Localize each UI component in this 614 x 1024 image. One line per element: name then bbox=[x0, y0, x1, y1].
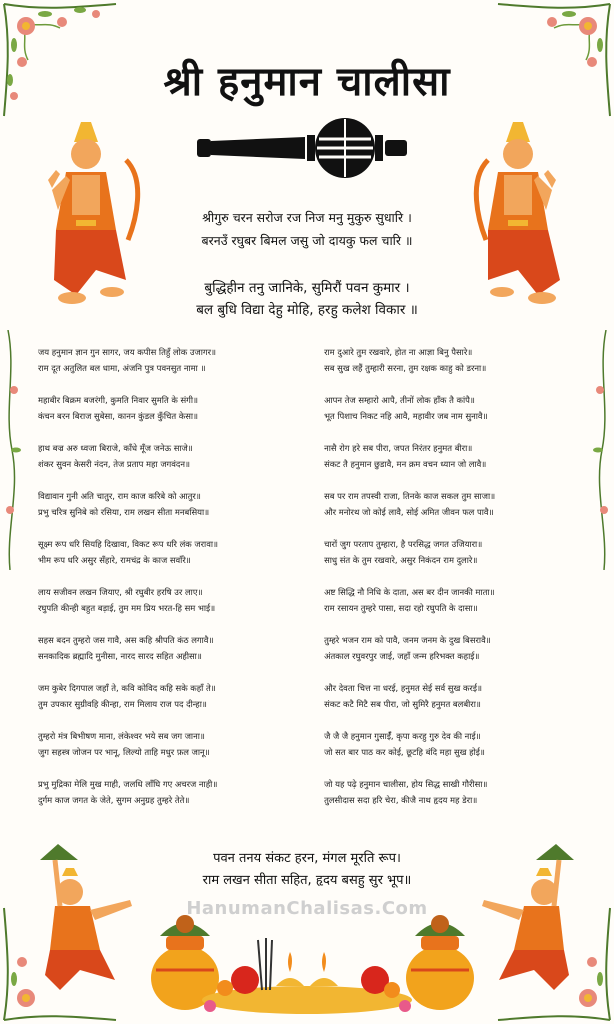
verse-block bbox=[324, 728, 578, 760]
verse-line: और देवता चित्त ना धरई, हनुमत सेई सर्व सुख करई॥ bbox=[324, 683, 482, 693]
verse-block bbox=[38, 536, 289, 568]
verse-line: तुम्हरो मंत्र बिभीषण माना, लंकेश्वर भये सब जग जाना॥ bbox=[38, 731, 205, 741]
gada-mace-icon bbox=[195, 113, 419, 183]
verse-line: शंकर सुवन केसरी नंदन, तेज प्रताप महा जगवंदन॥ bbox=[38, 459, 191, 469]
verse-line: राम दूत अतुलित बल धामा, अंजनि पुत्र पवनसुत नामा ॥ bbox=[38, 363, 206, 373]
verse-line: तुम उपकार सुग्रीवहि कीन्हा, राम मिलाय राज पद दीन्हा॥ bbox=[38, 699, 207, 709]
verse-line: महाबीर बिक्रम बजरंगी, कुमति निवार सुमति के संगी॥ bbox=[38, 395, 199, 405]
verse-line: प्रभु चरित्र सुनिबे को रसिया, राम लखन सीता मनबसिया॥ bbox=[38, 507, 210, 517]
verse-block bbox=[324, 536, 578, 568]
verse-line: राम दुआरे तुम रखवारे, होत ना आज्ञा बिनु पैसारे॥ bbox=[324, 347, 473, 357]
verse-line: और मनोरथ जो कोई लावै, सोई अमित जीवन फल पावै॥ bbox=[324, 507, 494, 517]
verse-block bbox=[324, 584, 578, 616]
verse-line: हाथ बज्र अरु ध्वजा बिराजे, काँधे मूँज जनेऊ साजे॥ bbox=[38, 443, 193, 453]
verse-line: लाय सजीवन लखन जियाए, श्री रघुबीर हरषि उर लाए॥ bbox=[38, 587, 203, 597]
verse-block bbox=[38, 632, 289, 664]
verse-block bbox=[324, 632, 578, 664]
hanuman-figure-left bbox=[36, 120, 146, 310]
vine-border-right bbox=[586, 330, 612, 570]
verse-line: रघुपति कीन्ही बहुत बड़ाई, तुम मम प्रिय भरत-हि सम भाई॥ bbox=[38, 603, 216, 613]
chaupai-columns bbox=[38, 344, 578, 824]
verse-line: राम रसायन तुम्हरे पासा, सदा रहो रघुपति के दासा॥ bbox=[324, 603, 478, 613]
verse-line: जो सत बार पाठ कर कोई, छूटहि बंदि महा सुख होई॥ bbox=[324, 747, 485, 757]
verse-line: नासै रोग हरे सब पीरा, जपत निरंतर हनुमत बीरा॥ bbox=[324, 443, 473, 453]
verse-line: विद्यावान गुनी अति चातुर, राम काज करिबे को आतुर॥ bbox=[38, 491, 201, 501]
verse-block bbox=[324, 776, 578, 808]
doha-line: श्रीगुरु चरन सरोज रज निज मनु मुकुरु सुधारि । bbox=[202, 210, 412, 225]
verse-line: जुग सहस्त्र जोजन पर भानू, लिल्यो ताहि मधुर फ़ल जानू॥ bbox=[38, 747, 210, 757]
doha-line: राम लखन सीता सहित, हृदय बसहु सुर भूप॥ bbox=[202, 873, 412, 888]
verse-block bbox=[38, 344, 289, 376]
vine-border-left bbox=[2, 330, 28, 570]
verse-block bbox=[38, 392, 289, 424]
verse-line: संकट कटै मिटै सब पीरा, जो सुमिरै हनुमत बलबीरा॥ bbox=[324, 699, 481, 709]
verse-line: तुलसीदास सदा हरि चेरा, कीजै नाथ हृदय मह डेरा॥ bbox=[324, 795, 478, 805]
verse-block bbox=[324, 392, 578, 424]
verse-line: अष्ट सिद्धि नौ निधि के दाता, अस बर दीन जानकी माता॥ bbox=[324, 587, 495, 597]
doha-line: पवन तनय संकट हरन, मंगल मूरति रूप। bbox=[213, 851, 401, 866]
verse-line: दुर्गम काज जगत के जेते, सुगम अनुग्रह तुम्हरे तेते॥ bbox=[38, 795, 190, 805]
puja-thali bbox=[202, 938, 412, 1014]
verse-block bbox=[38, 440, 289, 472]
verse-block bbox=[324, 680, 578, 712]
kalash-pot-right bbox=[406, 915, 474, 1010]
closing-doha bbox=[150, 848, 464, 892]
verse-line: जै जै जै हनुमान गुसाईँ, कृपा करहु गुरु देव की नाई॥ bbox=[324, 731, 481, 741]
verse-line: साधु संत के तुम रखवारे, असुर निकंदन राम दुलारे॥ bbox=[324, 555, 478, 565]
verse-block bbox=[38, 776, 289, 808]
opening-doha-1 bbox=[150, 206, 464, 252]
verse-line: सब पर राम तपस्वी राजा, तिनके काज सकल तुम साजा॥ bbox=[324, 491, 496, 501]
verse-line: भूत पिशाच निकट नहि आवै, महावीर जब नाम सुनावै॥ bbox=[324, 411, 488, 421]
verse-block bbox=[38, 680, 289, 712]
verse-line: अंतकाल रघुवरपुर जाई, जहाँ जन्म हरिभक्त कहाई॥ bbox=[324, 651, 480, 661]
verse-line: सब सुख लहैं तुम्हारी सरना, तुम रक्षक काहु को डरना॥ bbox=[324, 363, 487, 373]
doha-line: बुद्धिहीन तनु जानिके, सुमिरौं पवन कुमार । bbox=[204, 280, 410, 296]
verse-line: सनकादिक ब्रह्मादि मुनीसा, नारद सारद सहित अहीसा॥ bbox=[38, 651, 202, 661]
chaupai-column-left bbox=[38, 344, 289, 824]
verse-block bbox=[324, 440, 578, 472]
verse-line: सहस बदन तुम्हरो जस गावै, अस कहि श्रीपति कंठ लगावै॥ bbox=[38, 635, 214, 645]
verse-block bbox=[38, 584, 289, 616]
verse-line: आपन तेज सम्हारो आपै, तीनों लोक हाँक तै कांपै॥ bbox=[324, 395, 475, 405]
verse-line: तुम्हरे भजन राम को पावै, जनम जनम के दुख बिसरावै॥ bbox=[324, 635, 491, 645]
verse-block bbox=[324, 344, 578, 376]
verse-line: भीम रूप धरि असुर सँहारे, रामचंद्र के काज सवाँरे॥ bbox=[38, 555, 191, 565]
verse-line: जो यह पढ़े हनुमान चालीसा, होय सिद्ध साखी गौरीसा॥ bbox=[324, 779, 488, 789]
verse-line: जय हनुमान ज्ञान गुन सागर, जय कपीस तिहुँ लोक उजागर॥ bbox=[38, 347, 217, 357]
hanuman-figure-right bbox=[468, 120, 578, 310]
verse-line: सूक्ष्म रूप धरि सियहि दिखावा, विकट रूप धरि लंक जरावा॥ bbox=[38, 539, 219, 549]
doha-line: बरनउँ रघुबर बिमल जसु जो दायकु फल चारि ॥ bbox=[201, 233, 413, 248]
chaupai-column-right bbox=[289, 344, 578, 824]
verse-block bbox=[324, 488, 578, 520]
verse-block bbox=[38, 488, 289, 520]
doha-line: बल बुधि विद्या देहु मोहि, हरहु कलेश विकार ॥ bbox=[196, 302, 418, 318]
verse-line: जम कुबेर दिगपाल जहाँ ते, कवि कोविद कहि सके कहाँ ते॥ bbox=[38, 683, 216, 693]
verse-block bbox=[38, 728, 289, 760]
verse-line: कंचन बरन बिराज सुबेसा, कानन कुंडल कुँचित केसा॥ bbox=[38, 411, 199, 421]
opening-doha-2 bbox=[150, 277, 464, 321]
page-title: श्री हनुमान चालीसा bbox=[163, 59, 451, 105]
verse-line: प्रभु मुद्रिका मेलि मुख माही, जलधि लाँघि गए अचरज नाही॥ bbox=[38, 779, 218, 789]
verse-line: संकट तै हनुमान छुडावै, मन क्रम वचन ध्यान जो लावै॥ bbox=[324, 459, 487, 469]
site-watermark: HanumanChalisas.Com bbox=[186, 898, 428, 919]
verse-line: चारों जुग परताप तुम्हारा, है परसिद्ध जगत उजियारा॥ bbox=[324, 539, 483, 549]
